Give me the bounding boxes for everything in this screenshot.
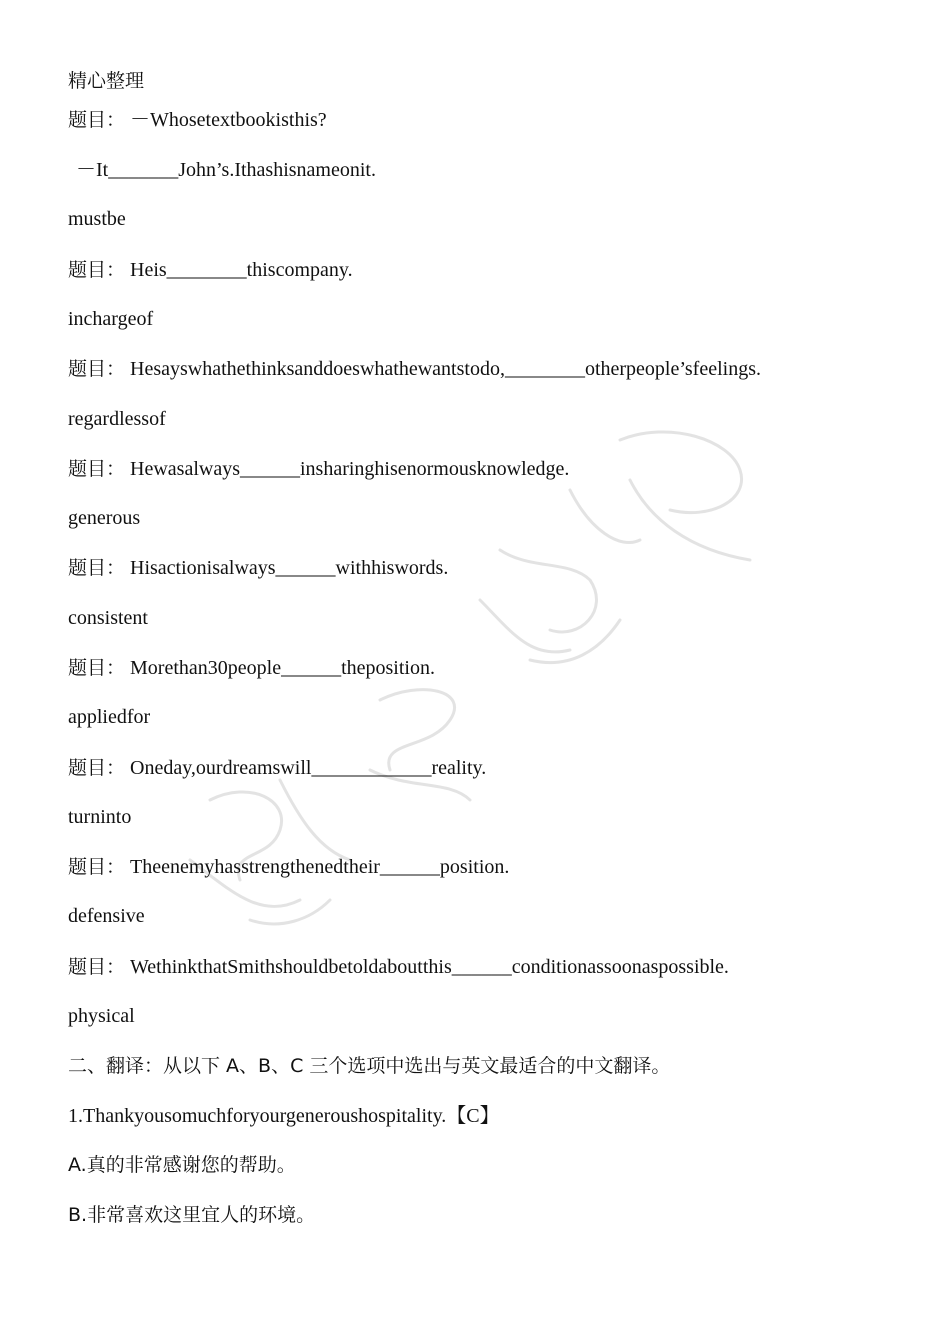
question-prefix: 题目： xyxy=(68,109,126,131)
answer-9: physical xyxy=(68,1005,135,1027)
answer-5: consistent xyxy=(68,607,148,629)
question-prefix: 题目： xyxy=(68,657,126,679)
question-stem: －Whosetextbookisthis? xyxy=(130,109,327,131)
question-6 xyxy=(68,655,435,681)
question-stem: Heis________thiscompany. xyxy=(130,259,353,281)
answer-7: turninto xyxy=(68,806,132,828)
question-prefix: 题目： xyxy=(68,458,126,480)
question-stem: Hesayswhathethinksanddoeswhathewantstodo,________otherpeople’sfeelings. xyxy=(130,358,761,380)
question-3 xyxy=(68,356,761,382)
answer-8: defensive xyxy=(68,905,145,927)
question-9 xyxy=(68,954,729,980)
option-a: A.真的非常感谢您的帮助。 xyxy=(68,1154,296,1176)
question-5 xyxy=(68,555,448,581)
answer-3: regardlessof xyxy=(68,408,166,430)
answer-4: generous xyxy=(68,507,141,529)
question-prefix: 题目： xyxy=(68,757,126,779)
question-stem: Theenemyhasstrengthenedtheir______position. xyxy=(130,856,510,878)
question-4 xyxy=(68,456,569,482)
answer-6: appliedfor xyxy=(68,706,151,728)
question-prefix: 题目： xyxy=(68,259,126,281)
question-7 xyxy=(68,755,486,781)
question-2 xyxy=(68,257,353,283)
question-stem: Morethan30people______theposition. xyxy=(130,657,435,679)
question-stem: Hisactionisalways______withhiswords. xyxy=(130,557,449,579)
question-prefix: 题目： xyxy=(68,557,126,579)
question-1-stem-line-2: －It_______John’s.Ithashisnameonit. xyxy=(76,159,376,181)
option-b: B.非常喜欢这里宜人的环境。 xyxy=(68,1204,316,1226)
translation-item-1: 1.Thankyousomuchforyourgeneroushospitality.【C】 xyxy=(68,1105,500,1127)
answer-2: inchargeof xyxy=(68,308,154,330)
section-2-heading: 二、翻译：从以下 A、B、C 三个选项中选出与英文最适合的中文翻译。 xyxy=(68,1055,671,1077)
question-8 xyxy=(68,854,509,880)
question-stem: Hewasalways______insharinghisenormousknowledge. xyxy=(130,458,570,480)
question-prefix: 题目： xyxy=(68,856,126,878)
question-prefix: 题目： xyxy=(68,956,126,978)
question-1 xyxy=(68,107,327,133)
answer-1: mustbe xyxy=(68,208,126,230)
question-stem: WethinkthatSmithshouldbetoldaboutthis______conditionassoonaspossible. xyxy=(130,956,729,978)
page-title: 精心整理 xyxy=(68,70,145,92)
question-prefix: 题目： xyxy=(68,358,126,380)
question-stem: Oneday,ourdreamswill____________reality. xyxy=(130,757,487,779)
